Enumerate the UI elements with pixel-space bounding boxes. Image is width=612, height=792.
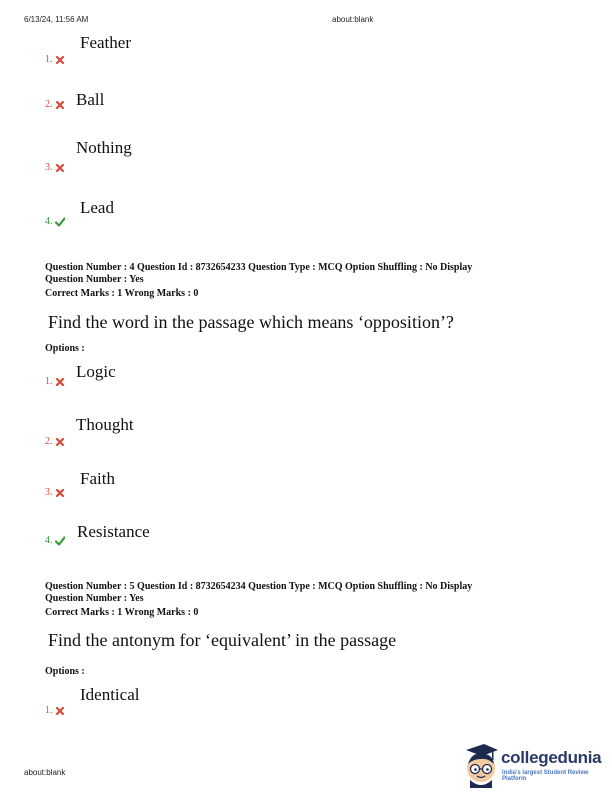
option-text: Thought [76,415,134,434]
wrong-cross-icon [55,100,65,110]
option-text: Nothing [76,138,132,157]
option-number: 1. [45,54,65,65]
question-marks: Correct Marks : 1 Wrong Marks : 0 [45,607,199,618]
wrong-cross-icon [55,488,65,498]
option-text: Faith [80,469,115,488]
options-label: Options : [45,343,85,354]
question-meta [45,262,605,300]
option-text: Ball [76,90,105,109]
option-text: Identical [80,685,140,704]
option-number: 1. [45,705,65,716]
question-marks: Correct Marks : 1 Wrong Marks : 0 [45,288,199,299]
wrong-cross-icon [55,706,65,716]
option-number: 2. [45,99,65,110]
option-text: Logic [76,362,116,381]
question-meta-line: Question Number : Yes [45,593,144,604]
print-url: about:blank [332,15,374,24]
option-number: 4. [45,216,65,227]
wrong-cross-icon [55,163,65,173]
question-meta-line: Question Number : Yes [45,274,144,285]
question-meta-line: Question Number : 4 Question Id : 8732654233 Question Type : MCQ Option Shuffling : No Display [45,262,473,273]
logo-tagline: India's largest Student Review Platform [502,770,589,782]
question-meta [45,581,605,619]
option-number: 1. [45,376,65,387]
option-text: Lead [80,198,114,217]
question-meta-line: Question Number : 5 Question Id : 8732654234 Question Type : MCQ Option Shuffling : No Display [45,581,473,592]
footer-url: about:blank [24,768,66,777]
option-number: 3. [45,162,65,173]
wrong-cross-icon [55,377,65,387]
options-label: Options : [45,666,85,677]
mascot-icon [462,742,500,788]
logo-name: collegedunia [501,748,602,767]
correct-check-icon [55,217,65,227]
question-text: Find the word in the passage which means ‘opposition’? [48,312,454,332]
option-text: Resistance [77,522,150,541]
collegedunia-logo [462,742,612,792]
question-text: Find the antonym for ‘equivalent’ in the passage [48,630,397,650]
option-text: Feather [80,33,131,52]
option-number: 4. [45,535,65,546]
option-number: 3. [45,487,65,498]
option-number: 2. [45,436,65,447]
print-datetime: 6/13/24, 11:56 AM [24,15,89,24]
wrong-cross-icon [55,437,65,447]
correct-check-icon [55,536,65,546]
wrong-cross-icon [55,55,65,65]
